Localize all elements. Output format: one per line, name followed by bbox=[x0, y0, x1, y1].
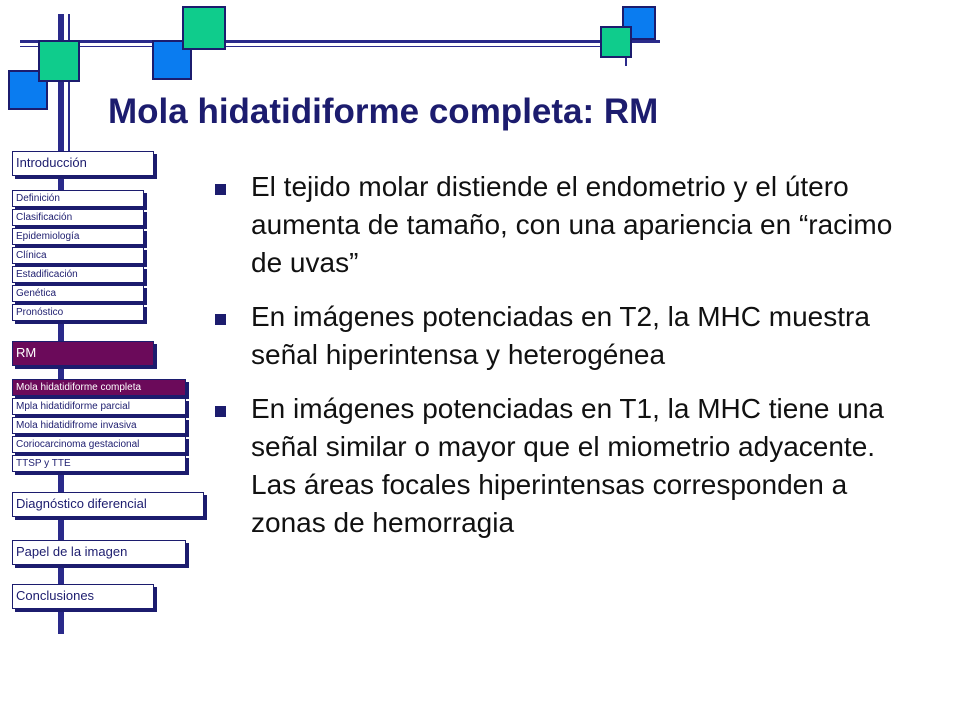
nav-item-pronostico[interactable]: Pronóstico bbox=[12, 304, 144, 321]
nav-item-mola-parcial[interactable]: Mpla hidatidiforme parcial bbox=[12, 398, 186, 415]
nav-item-definicion[interactable]: Definición bbox=[12, 190, 144, 207]
bullet-square-icon bbox=[215, 314, 226, 325]
bullet-item bbox=[215, 298, 915, 374]
nav-item-mola-completa[interactable]: Mola hidatidiforme completa bbox=[12, 379, 186, 396]
nav-rm[interactable]: RM bbox=[12, 341, 154, 366]
bullet-text: El tejido molar distiende el endometrio y el útero aumenta de tamaño, con una apariencia en “racimo de uvas” bbox=[251, 171, 893, 278]
bullet-item bbox=[215, 168, 915, 282]
decor-square-green-center bbox=[182, 6, 226, 50]
nav-item-coriocarcinoma[interactable]: Coriocarcinoma gestacional bbox=[12, 436, 186, 453]
nav-introduccion[interactable]: Introducción bbox=[12, 151, 154, 176]
decor-vertical-line-right bbox=[68, 14, 70, 154]
bullet-square-icon bbox=[215, 406, 226, 417]
nav-item-estadificacion[interactable]: Estadificación bbox=[12, 266, 144, 283]
nav-item-clinica[interactable]: Clínica bbox=[12, 247, 144, 264]
nav-item-clasificacion[interactable]: Clasificación bbox=[12, 209, 144, 226]
bullet-text: En imágenes potenciadas en T2, la MHC muestra señal hiperintensa y heterogénea bbox=[251, 301, 870, 370]
bullet-item bbox=[215, 390, 915, 542]
page-title: Mola hidatidiforme completa: RM bbox=[108, 92, 659, 131]
nav-conclusiones[interactable]: Conclusiones bbox=[12, 584, 154, 609]
decor-square-green-left bbox=[38, 40, 80, 82]
nav-item-mola-invasiva[interactable]: Mola hidatidifrome invasiva bbox=[12, 417, 186, 434]
nav-item-epidemiologia[interactable]: Epidemiología bbox=[12, 228, 144, 245]
decor-horizontal-line-top bbox=[20, 40, 660, 43]
nav-papel-imagen[interactable]: Papel de la imagen bbox=[12, 540, 186, 565]
bullet-list bbox=[215, 168, 915, 558]
nav-item-genetica[interactable]: Genética bbox=[12, 285, 144, 302]
nav-item-ttsp-tte[interactable]: TTSP y TTE bbox=[12, 455, 186, 472]
nav-diagnostico-diferencial[interactable]: Diagnóstico diferencial bbox=[12, 492, 204, 517]
decor-horizontal-line-top-2 bbox=[20, 46, 620, 47]
bullet-square-icon bbox=[215, 184, 226, 195]
bullet-text: En imágenes potenciadas en T1, la MHC tiene una señal similar o mayor que el miometrio adyacente. Las áreas focales hiperintensas corresponden a zonas de hemorragia bbox=[251, 393, 884, 538]
decor-square-green-right bbox=[600, 26, 632, 58]
